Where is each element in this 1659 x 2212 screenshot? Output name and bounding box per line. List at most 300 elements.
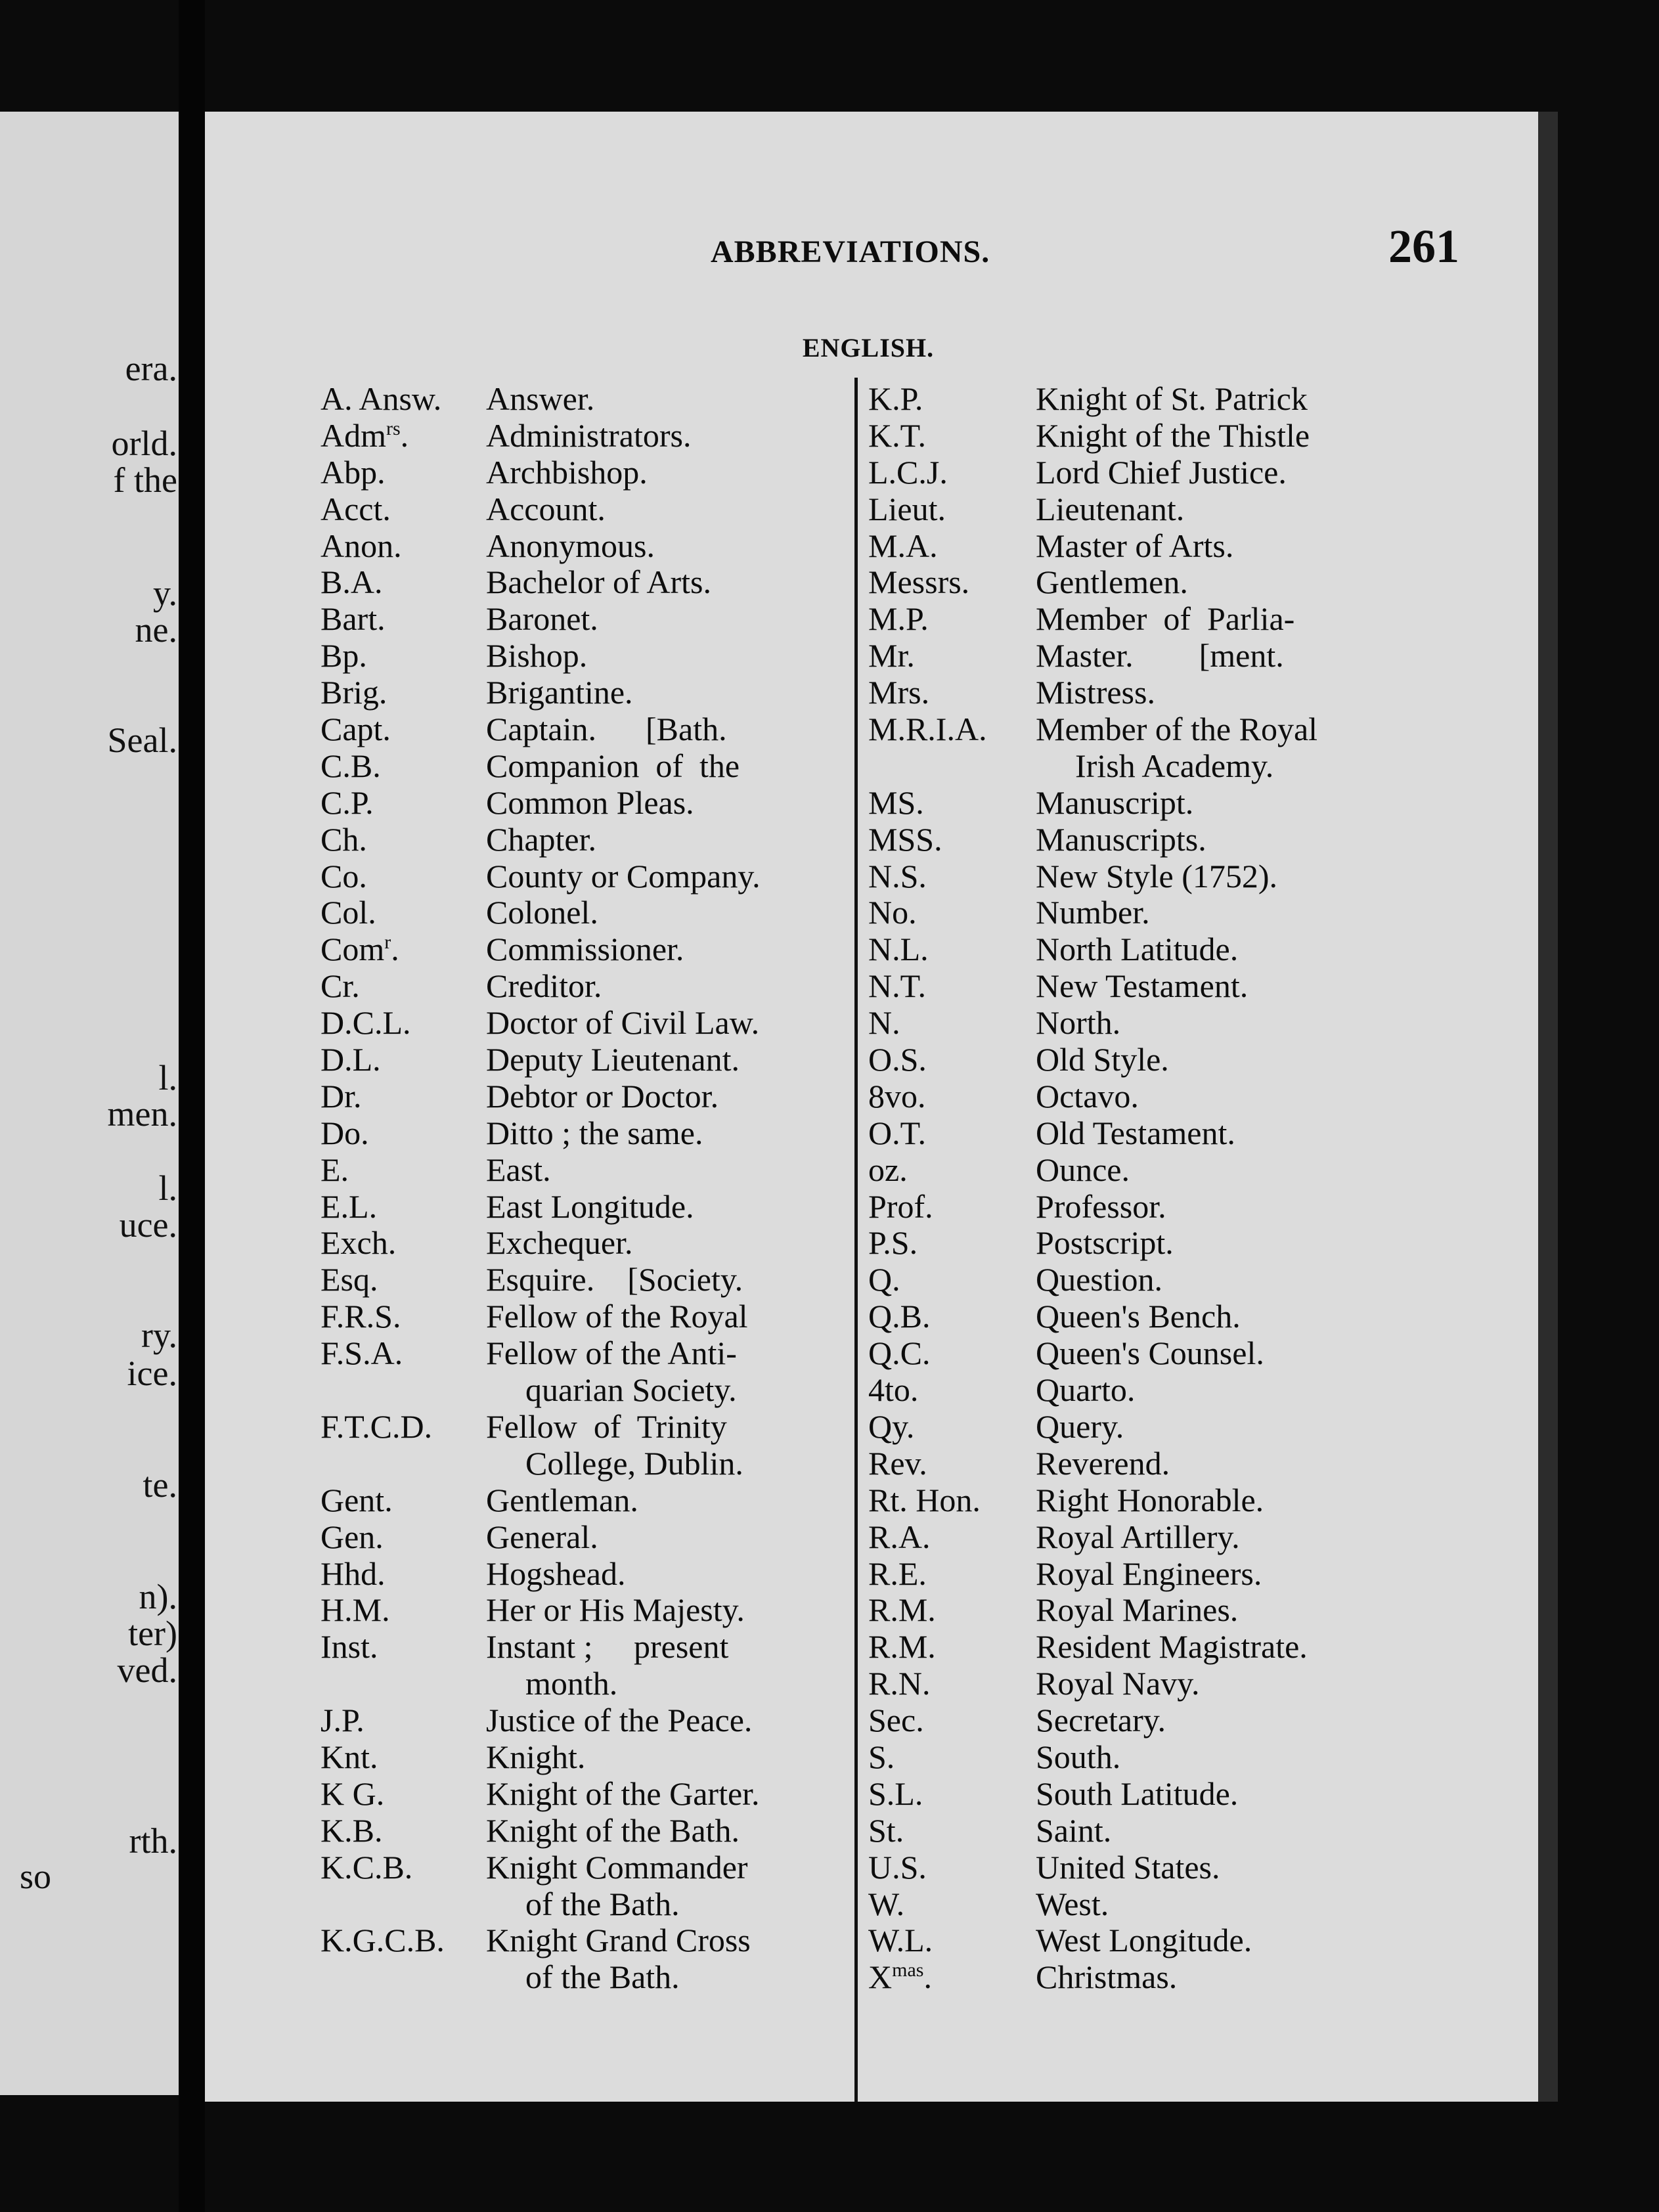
left-page-fragment	[0, 112, 179, 2095]
abbreviation-meaning: College, Dublin.	[525, 1444, 743, 1482]
abbreviation-entry	[321, 1556, 852, 1593]
abbreviation-meaning: Lieutenant.	[1036, 490, 1185, 527]
entry-continuation-row	[321, 1666, 852, 1702]
abbreviation-entry	[321, 1042, 852, 1078]
abbreviation-meaning: Royal Marines.	[1036, 1591, 1239, 1629]
abbreviation-text: K.G.C.B.	[321, 1922, 445, 1959]
abbreviation	[868, 1482, 1036, 1519]
abbreviation-entry	[321, 748, 852, 785]
abbreviation-meaning: United States.	[1036, 1848, 1220, 1886]
abbreviation	[868, 528, 1036, 565]
abbreviation-text: Esq.	[321, 1261, 378, 1298]
abbreviation	[321, 1042, 486, 1078]
abbreviation-entry	[321, 1115, 852, 1152]
abbreviation-meaning: Member of the Royal	[1036, 711, 1318, 748]
abbreviation-entry	[321, 858, 852, 895]
left-page-text-fragment: Seal.	[107, 720, 177, 760]
abbreviation-entry	[868, 1482, 1532, 1519]
abbreviation-text: Do.	[321, 1114, 369, 1151]
abbreviation-meaning: East.	[486, 1151, 551, 1188]
abbreviation	[321, 711, 486, 748]
abbreviation-text: M.P.	[868, 600, 929, 638]
abbreviation-text: R.A.	[868, 1518, 931, 1555]
abbreviation-entry	[868, 638, 1532, 675]
left-page-text-fragment: men.	[107, 1094, 177, 1134]
abbreviation-text: oz.	[868, 1151, 908, 1188]
abbreviation-entry	[868, 785, 1532, 822]
abbreviation	[868, 931, 1036, 968]
abbreviation	[868, 491, 1036, 528]
abbreviation-meaning: Brigantine.	[486, 674, 633, 711]
abbreviation-entry	[868, 1152, 1532, 1189]
abbreviation-entry	[868, 1335, 1532, 1372]
abbreviation-text: M.A.	[868, 527, 938, 564]
abbreviation	[868, 1666, 1036, 1702]
abbreviation	[321, 748, 486, 785]
abbreviation-text: K.T.	[868, 416, 926, 454]
abbreviation-list-right	[868, 381, 1532, 1996]
abbreviation-text: Bart.	[321, 600, 386, 638]
abbreviation-meaning: Administrators.	[486, 416, 692, 454]
abbreviation-entry	[321, 1189, 852, 1226]
abbreviation-meaning: New Testament.	[1036, 967, 1249, 1005]
left-page-text-fragment: rth.	[129, 1821, 177, 1861]
abbreviation	[321, 1592, 486, 1629]
abbreviation-meaning: Ounce.	[1036, 1151, 1130, 1188]
abbreviation	[868, 1739, 1036, 1776]
abbreviation-meaning: Postscript.	[1036, 1224, 1174, 1262]
abbreviation-meaning: Bachelor of Arts.	[486, 564, 711, 601]
abbreviation-entry	[321, 1482, 852, 1519]
abbreviation	[321, 822, 486, 858]
abbreviation-text: F.R.S.	[321, 1298, 401, 1335]
abbreviation	[868, 1298, 1036, 1335]
abbreviation	[321, 858, 486, 895]
abbreviation	[321, 1886, 486, 1923]
abbreviation-meaning: Answer.	[486, 380, 595, 417]
abbreviation-meaning: of the Bath.	[525, 1885, 680, 1922]
abbreviation-entry	[868, 1556, 1532, 1593]
abbreviation	[321, 895, 486, 931]
abbreviation-text: Q.B.	[868, 1298, 931, 1335]
abbreviation-entry	[868, 1813, 1532, 1849]
abbreviation-meaning: Christmas.	[1036, 1958, 1178, 1996]
abbreviation-text: C.P.	[321, 784, 374, 821]
abbreviation-meaning: East Longitude.	[486, 1187, 694, 1225]
abbreviation	[868, 1078, 1036, 1115]
abbreviation-meaning: Manuscripts.	[1036, 820, 1206, 858]
abbreviation	[321, 601, 486, 638]
abbreviation-entry	[321, 1849, 852, 1886]
abbreviation	[868, 1519, 1036, 1556]
abbreviation	[868, 675, 1036, 711]
abbreviation-entry	[321, 454, 852, 491]
abbreviation-entry	[868, 858, 1532, 895]
abbreviation-text: Rt. Hon.	[868, 1481, 981, 1518]
abbreviation-meaning: Doctor of Civil Law.	[486, 1004, 760, 1042]
page-edge-shadow	[1538, 112, 1558, 2102]
abbreviation-meaning: Knight Commander	[486, 1848, 748, 1886]
abbreviation-text: W.L.	[868, 1922, 933, 1959]
abbreviation-meaning: Her or His Majesty.	[486, 1591, 745, 1629]
abbreviation-text: 4to.	[868, 1371, 919, 1409]
abbreviation-text: J.P.	[321, 1702, 365, 1739]
abbreviation-meaning: Ditto ; the same.	[486, 1114, 703, 1151]
abbreviation	[868, 1556, 1036, 1593]
abbreviation-meaning: Esquire. [Society.	[486, 1261, 743, 1298]
abbreviation-meaning: Bishop.	[486, 637, 588, 675]
abbreviation	[321, 1556, 486, 1593]
abbreviation-meaning: Anonymous.	[486, 527, 655, 564]
entry-continuation-row	[321, 1372, 852, 1409]
abbreviation-text: S.L.	[868, 1775, 923, 1812]
abbreviation-text: D.L.	[321, 1041, 381, 1078]
abbreviation	[868, 1702, 1036, 1739]
abbreviation-entry	[321, 381, 852, 418]
abbreviation-meaning: West.	[1036, 1885, 1109, 1922]
abbreviation-text: Exch.	[321, 1224, 397, 1262]
abbreviation-entry	[868, 895, 1532, 931]
abbreviation-entry	[321, 1335, 852, 1372]
abbreviation-text: R.M.	[868, 1628, 936, 1666]
abbreviation-text: Mrs.	[868, 674, 930, 711]
abbreviation	[868, 1849, 1036, 1886]
abbreviation-meaning: Old Testament.	[1036, 1114, 1235, 1151]
abbreviation-suffix: .	[400, 416, 409, 454]
abbreviation-entry	[868, 564, 1532, 601]
abbreviation-entry	[321, 1813, 852, 1849]
abbreviation-text: Anon.	[321, 527, 402, 564]
abbreviation-meaning: Royal Engineers.	[1036, 1555, 1262, 1592]
abbreviation	[321, 564, 486, 601]
abbreviation	[868, 1409, 1036, 1446]
abbreviation-meaning: Knight of the Thistle	[1036, 416, 1310, 454]
abbreviation-text: W.	[868, 1885, 905, 1922]
abbreviation-entry	[868, 1629, 1532, 1666]
abbreviation	[321, 1115, 486, 1152]
abbreviation	[321, 1298, 486, 1335]
abbreviation-text: Lieut.	[868, 490, 946, 527]
abbreviation	[868, 1189, 1036, 1226]
abbreviation	[868, 1335, 1036, 1372]
abbreviation-text: Qy.	[868, 1407, 915, 1445]
abbreviation-meaning: North Latitude.	[1036, 931, 1239, 968]
abbreviation-text: Knt.	[321, 1738, 378, 1775]
abbreviation-superscript: mas	[892, 1959, 924, 1981]
abbreviation	[868, 1262, 1036, 1298]
abbreviation-meaning: Professor.	[1036, 1187, 1166, 1225]
abbreviation	[868, 381, 1036, 418]
abbreviation-text: Prof.	[868, 1187, 933, 1225]
page	[205, 112, 1538, 2102]
abbreviation-meaning: Fellow of Trinity	[486, 1407, 727, 1445]
abbreviation-meaning: Gentlemen.	[1036, 564, 1188, 601]
abbreviation-text: E.	[321, 1151, 349, 1188]
abbreviation	[868, 1446, 1036, 1482]
abbreviation-text: K.B.	[321, 1811, 383, 1849]
abbreviation-entry	[868, 1959, 1532, 1996]
abbreviation-entry	[321, 1262, 852, 1298]
abbreviation-meaning: Companion of the	[486, 747, 740, 784]
abbreviation	[321, 675, 486, 711]
abbreviation-meaning: Colonel.	[486, 894, 598, 931]
abbreviation-entry	[321, 418, 852, 454]
abbreviation-entry	[321, 491, 852, 528]
abbreviation	[321, 1702, 486, 1739]
abbreviation-meaning: South.	[1036, 1738, 1121, 1775]
abbreviation-entry	[868, 822, 1532, 858]
abbreviation-entry	[868, 1262, 1532, 1298]
book-gutter	[179, 0, 205, 2212]
abbreviation	[868, 1629, 1036, 1666]
abbreviation-text: Mr.	[868, 637, 915, 675]
abbreviation-superscript: r	[384, 931, 391, 954]
abbreviation-entry	[321, 564, 852, 601]
abbreviation-meaning: Lord Chief Justice.	[1036, 453, 1287, 491]
abbreviation-meaning: North.	[1036, 1004, 1121, 1042]
abbreviation-entry	[868, 1005, 1532, 1042]
abbreviation-entry	[868, 1115, 1532, 1152]
abbreviation-text: K G.	[321, 1775, 385, 1812]
abbreviation-text: B.A.	[321, 564, 383, 601]
abbreviation	[868, 968, 1036, 1005]
abbreviation-meaning: Knight of the Bath.	[486, 1811, 740, 1849]
abbreviation-entry	[321, 785, 852, 822]
abbreviation-text: Adm	[321, 416, 386, 454]
abbreviation-text: H.M.	[321, 1591, 390, 1629]
abbreviation-meaning: Manuscript.	[1036, 784, 1194, 821]
abbreviation	[321, 1776, 486, 1813]
abbreviation-meaning: Right Honorable.	[1036, 1481, 1264, 1518]
abbreviation-meaning: Resident Magistrate.	[1036, 1628, 1308, 1666]
abbreviation-meaning: Knight of St. Patrick	[1036, 380, 1308, 417]
abbreviation-text: R.E.	[868, 1555, 927, 1592]
abbreviation-text: Com	[321, 931, 385, 968]
left-page-text-fragment: uce.	[119, 1205, 177, 1245]
abbreviation-entry	[321, 1922, 852, 1959]
abbreviation-text: C.B.	[321, 747, 381, 784]
abbreviation	[321, 418, 486, 454]
abbreviation-entry	[868, 1922, 1532, 1959]
abbreviation-text: 8vo.	[868, 1077, 926, 1115]
abbreviation-entry	[868, 1666, 1532, 1702]
abbreviation-meaning: Archbishop.	[486, 453, 648, 491]
page-number: 261	[1388, 220, 1459, 273]
abbreviation-suffix: .	[391, 931, 399, 968]
abbreviation-entry	[868, 1446, 1532, 1482]
abbreviation	[868, 638, 1036, 675]
abbreviation	[868, 1042, 1036, 1078]
abbreviation-meaning: Mistress.	[1036, 674, 1155, 711]
left-page-text-fragment: ne.	[135, 610, 177, 650]
abbreviation-text: Gen.	[321, 1518, 384, 1555]
abbreviation	[321, 1519, 486, 1556]
abbreviation-text: Hhd.	[321, 1555, 386, 1592]
abbreviation-text: Q.C.	[868, 1335, 931, 1372]
entry-continuation-row	[868, 748, 1532, 785]
abbreviation-text: O.S.	[868, 1041, 927, 1078]
left-page-text-fragment: l.	[158, 1168, 177, 1208]
abbreviation-meaning: Irish Academy.	[1075, 747, 1274, 784]
abbreviation-text: MSS.	[868, 820, 942, 858]
abbreviation-entry	[868, 491, 1532, 528]
abbreviation-entry	[868, 1225, 1532, 1262]
abbreviation-entry	[321, 822, 852, 858]
abbreviation-text: MS.	[868, 784, 924, 821]
abbreviation-text: N.	[868, 1004, 900, 1042]
abbreviation-entry	[321, 711, 852, 748]
abbreviation-text: P.S.	[868, 1224, 918, 1262]
abbreviation	[321, 1078, 486, 1115]
abbreviation-meaning: Hogshead.	[486, 1555, 626, 1592]
abbreviation-superscript: rs	[386, 417, 401, 439]
abbreviation	[321, 931, 486, 968]
abbreviation-entry	[321, 1005, 852, 1042]
abbreviation-meaning: Saint.	[1036, 1811, 1112, 1849]
abbreviation	[321, 1849, 486, 1886]
abbreviation-entry	[321, 1519, 852, 1556]
abbreviation	[868, 785, 1036, 822]
abbreviation-entry	[321, 895, 852, 931]
abbreviation-meaning: Knight Grand Cross	[486, 1922, 751, 1959]
abbreviation-text: Abp.	[321, 453, 386, 491]
abbreviation	[321, 1959, 486, 1996]
abbreviation-entry	[321, 1739, 852, 1776]
abbreviation-entry	[868, 1702, 1532, 1739]
abbreviation	[868, 1959, 1036, 1996]
abbreviation-entry	[321, 1702, 852, 1739]
abbreviation-text: N.T.	[868, 967, 926, 1005]
abbreviation-entry	[868, 968, 1532, 1005]
abbreviation-meaning: Baronet.	[486, 600, 598, 638]
abbreviation	[321, 1629, 486, 1666]
left-page-text-fragment: ved.	[117, 1650, 177, 1690]
abbreviation-entry	[321, 528, 852, 565]
left-page-text-fragment: f the	[113, 460, 177, 500]
abbreviation	[868, 601, 1036, 638]
abbreviation-meaning: Knight.	[486, 1738, 586, 1775]
abbreviation-text: St.	[868, 1811, 904, 1849]
abbreviation	[321, 1446, 486, 1482]
abbreviation	[321, 1482, 486, 1519]
abbreviation-entry	[868, 1372, 1532, 1409]
abbreviation-text: U.S.	[868, 1848, 927, 1886]
abbreviation-entry	[321, 1629, 852, 1666]
abbreviation-text: Gent.	[321, 1481, 393, 1518]
abbreviation-text: Q.	[868, 1261, 900, 1298]
left-page-text-fragment: ice.	[127, 1354, 177, 1393]
abbreviation-text: Co.	[321, 857, 367, 895]
abbreviation-meaning: Debtor or Doctor.	[486, 1077, 719, 1115]
abbreviation-entry	[868, 418, 1532, 454]
abbreviation-meaning: Fellow of the Anti-	[486, 1335, 737, 1372]
abbreviation-entry	[868, 1776, 1532, 1813]
abbreviation-text: F.S.A.	[321, 1335, 403, 1372]
page-title: ABBREVIATIONS.	[711, 234, 990, 269]
abbreviation-meaning: Number.	[1036, 894, 1150, 931]
left-page-text-fragment: orld.	[111, 424, 177, 463]
abbreviation-text: Col.	[321, 894, 376, 931]
abbreviation-meaning: General.	[486, 1518, 598, 1555]
abbreviation-meaning: Secretary.	[1036, 1702, 1166, 1739]
left-page-text-fragment: l.	[158, 1058, 177, 1097]
abbreviation-entry	[868, 454, 1532, 491]
abbreviation-meaning: Exchequer.	[486, 1224, 633, 1262]
abbreviation-meaning: New Style (1752).	[1036, 857, 1277, 895]
abbreviation	[868, 1922, 1036, 1959]
abbreviation-meaning: Account.	[486, 490, 606, 527]
abbreviation-text: No.	[868, 894, 917, 931]
abbreviation-text: K.P.	[868, 380, 923, 417]
abbreviation-entry	[868, 1298, 1532, 1335]
abbreviation-meaning: Fellow of the Royal	[486, 1298, 748, 1335]
abbreviation-meaning: Common Pleas.	[486, 784, 694, 821]
abbreviation-meaning: Master. [ment.	[1036, 637, 1284, 675]
abbreviation-entry	[868, 711, 1532, 748]
abbreviation-text: S.	[868, 1738, 895, 1775]
abbreviation-text: R.N.	[868, 1665, 931, 1702]
abbreviation-entry	[321, 1152, 852, 1189]
abbreviation-text: Rev.	[868, 1444, 927, 1482]
abbreviation	[868, 454, 1036, 491]
abbreviation-text: X	[868, 1958, 893, 1996]
column-divider	[854, 378, 858, 2102]
abbreviation-entry	[321, 931, 852, 968]
left-page-text-fragment: y.	[153, 573, 177, 613]
abbreviation-meaning: Commissioner.	[486, 931, 684, 968]
abbreviation-text: Acct.	[321, 490, 391, 527]
abbreviation-meaning: of the Bath.	[525, 1958, 680, 1996]
abbreviation	[321, 1666, 486, 1702]
abbreviation-text: K.C.B.	[321, 1848, 413, 1886]
abbreviation-meaning: Query.	[1036, 1407, 1124, 1445]
abbreviation	[868, 1225, 1036, 1262]
abbreviation-entry	[321, 1409, 852, 1446]
abbreviation-meaning: Quarto.	[1036, 1371, 1136, 1409]
left-page-text-fragment: so	[20, 1857, 52, 1896]
abbreviation-meaning: South Latitude.	[1036, 1775, 1239, 1812]
abbreviation	[868, 1005, 1036, 1042]
abbreviation	[321, 1813, 486, 1849]
abbreviation-entry	[868, 1042, 1532, 1078]
abbreviation-meaning: Master of Arts.	[1036, 527, 1234, 564]
abbreviation-entry	[868, 1592, 1532, 1629]
abbreviation-meaning: Creditor.	[486, 967, 602, 1005]
abbreviation-text: Bp.	[321, 637, 367, 675]
abbreviation	[868, 711, 1036, 748]
abbreviation-meaning: Octavo.	[1036, 1077, 1139, 1115]
abbreviation-meaning: Old Style.	[1036, 1041, 1169, 1078]
abbreviation	[868, 895, 1036, 931]
abbreviation-entry	[321, 1592, 852, 1629]
entry-continuation-row	[321, 1959, 852, 1996]
left-page-text-fragment: ry.	[141, 1316, 177, 1355]
abbreviation-list-left	[321, 381, 852, 1996]
abbreviation-meaning: Queen's Bench.	[1036, 1298, 1241, 1335]
abbreviation-entry	[321, 675, 852, 711]
abbreviation-meaning: Royal Navy.	[1036, 1665, 1200, 1702]
section-heading: ENGLISH.	[802, 333, 935, 363]
abbreviation	[321, 1335, 486, 1372]
abbreviation	[868, 1115, 1036, 1152]
abbreviation-text: Brig.	[321, 674, 387, 711]
abbreviation-text: O.T.	[868, 1114, 926, 1151]
abbreviation-entry	[868, 1078, 1532, 1115]
abbreviation-meaning: Member of Parlia-	[1036, 600, 1295, 638]
abbreviation-entry	[321, 968, 852, 1005]
abbreviation-entry	[868, 1849, 1532, 1886]
abbreviation	[868, 418, 1036, 454]
